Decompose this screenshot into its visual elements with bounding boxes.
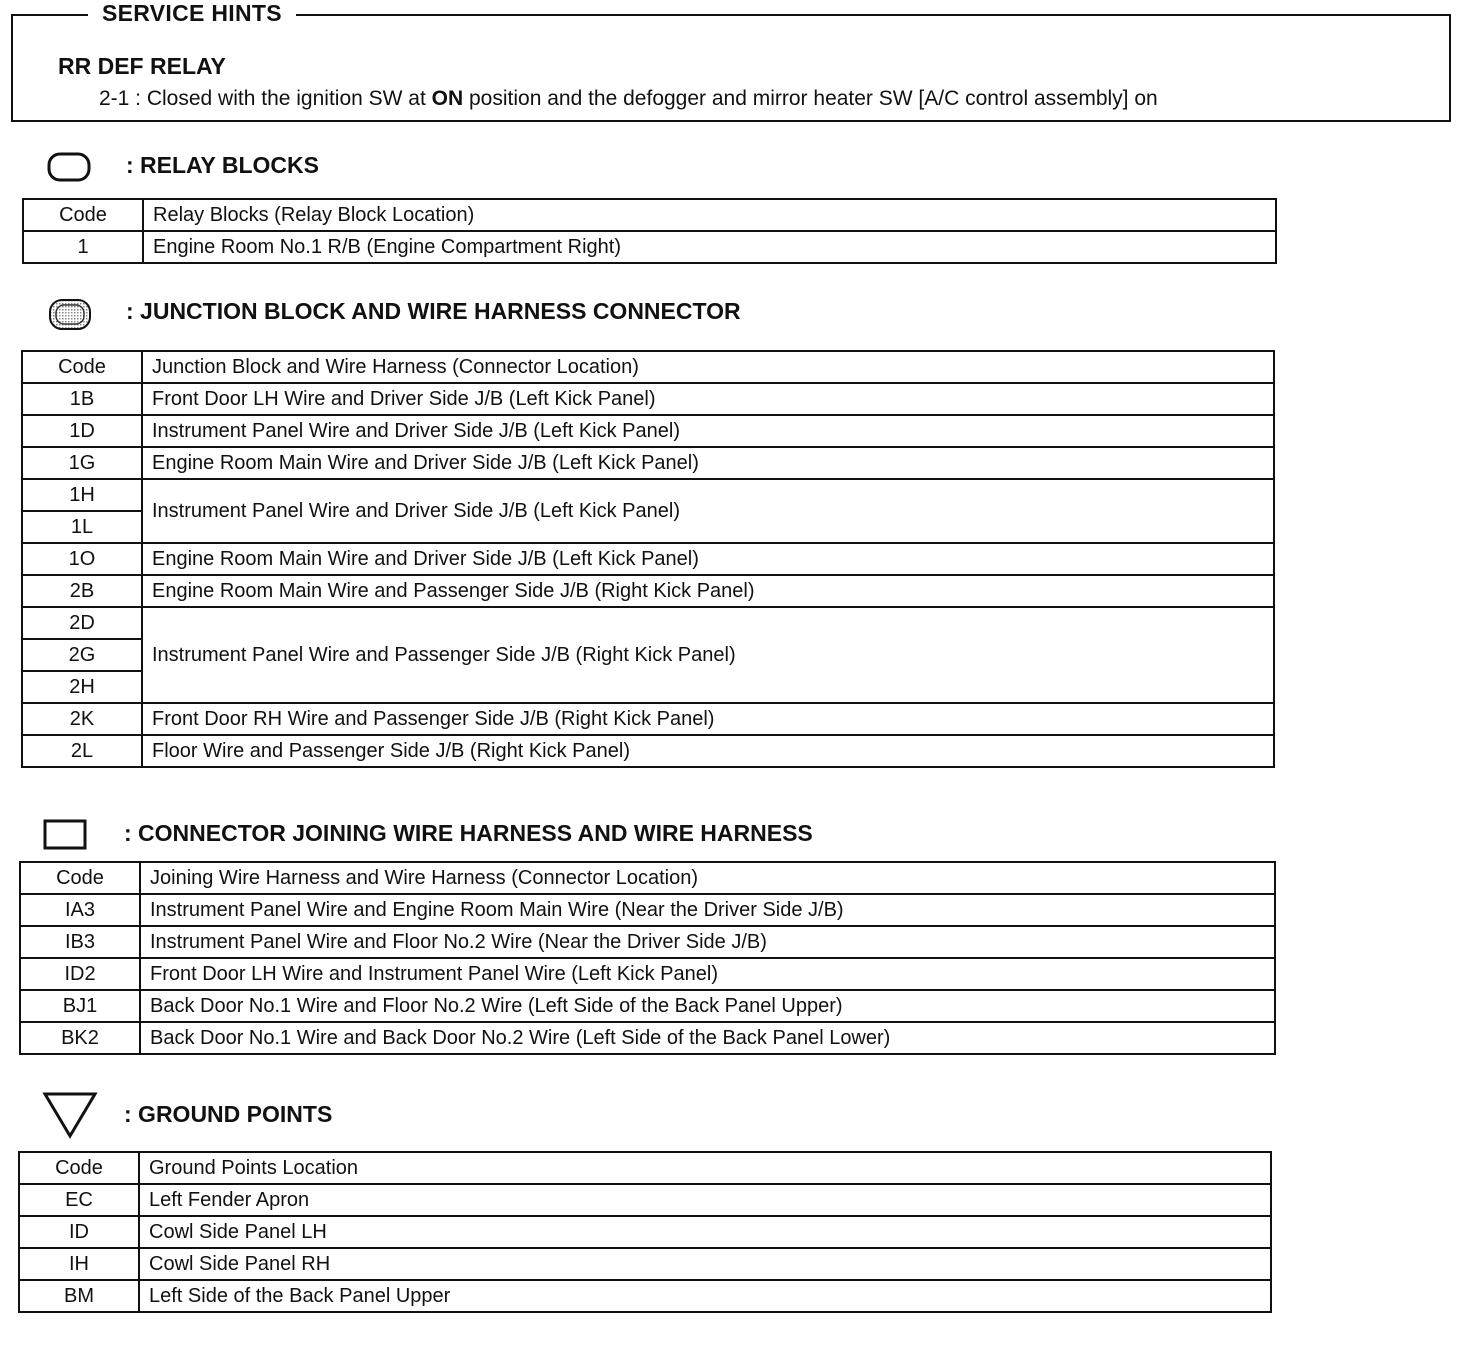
code-cell: 1G <box>22 447 142 479</box>
code-cell: 2K <box>22 703 142 735</box>
service-hints-box <box>11 14 1451 122</box>
code-cell: BK2 <box>20 1022 140 1054</box>
junction-blocks-table <box>21 350 1275 768</box>
code-cell: ID <box>19 1216 139 1248</box>
column-header-code: Code <box>20 862 140 894</box>
location-cell: Front Door LH Wire and Driver Side J/B (Left Kick Panel) <box>142 383 1274 415</box>
service-hints-title: SERVICE HINTS <box>88 0 296 27</box>
relay-blocks-table <box>22 198 1277 264</box>
shaded-rounded-rect-icon <box>47 297 93 333</box>
location-cell: Instrument Panel Wire and Passenger Side J/B (Right Kick Panel) <box>142 607 1274 703</box>
hint-line <box>99 87 1158 111</box>
table-row <box>22 735 1274 767</box>
column-header-location: Junction Block and Wire Harness (Connector Location) <box>142 351 1274 383</box>
location-cell: Back Door No.1 Wire and Back Door No.2 Wire (Left Side of the Back Panel Lower) <box>140 1022 1275 1054</box>
code-cell: IH <box>19 1248 139 1280</box>
table-row <box>22 607 1274 639</box>
ground-points-heading: : GROUND POINTS <box>124 1101 333 1127</box>
location-cell: Cowl Side Panel LH <box>139 1216 1271 1248</box>
table-row <box>20 926 1275 958</box>
table-header-row <box>20 862 1275 894</box>
location-cell: Engine Room Main Wire and Driver Side J/B (Left Kick Panel) <box>142 543 1274 575</box>
code-cell: IB3 <box>20 926 140 958</box>
column-header-code: Code <box>19 1152 139 1184</box>
column-header-location: Relay Blocks (Relay Block Location) <box>143 199 1276 231</box>
code-cell: IA3 <box>20 894 140 926</box>
code-cell: 1O <box>22 543 142 575</box>
table-row <box>19 1248 1271 1280</box>
location-cell: Instrument Panel Wire and Engine Room Main Wire (Near the Driver Side J/B) <box>140 894 1275 926</box>
code-cell: 2D <box>22 607 142 639</box>
column-header-code: Code <box>23 199 143 231</box>
location-cell: Engine Room Main Wire and Passenger Side J/B (Right Kick Panel) <box>142 575 1274 607</box>
location-cell: Cowl Side Panel RH <box>139 1248 1271 1280</box>
code-cell: ID2 <box>20 958 140 990</box>
location-cell: Floor Wire and Passenger Side J/B (Right Kick Panel) <box>142 735 1274 767</box>
location-cell: Instrument Panel Wire and Driver Side J/B (Left Kick Panel) <box>142 415 1274 447</box>
table-row <box>20 958 1275 990</box>
table-row <box>19 1184 1271 1216</box>
ground-points-table <box>18 1151 1272 1313</box>
column-header-code: Code <box>22 351 142 383</box>
connectors-heading: : CONNECTOR JOINING WIRE HARNESS AND WIRE HARNESS <box>124 820 813 846</box>
table-row <box>23 231 1276 263</box>
table-row <box>20 1022 1275 1054</box>
location-cell: Back Door No.1 Wire and Floor No.2 Wire (Left Side of the Back Panel Upper) <box>140 990 1275 1022</box>
table-row <box>22 575 1274 607</box>
rounded-rect-icon <box>47 152 93 184</box>
relay-name: RR DEF RELAY <box>58 53 226 79</box>
code-cell: 1L <box>22 511 142 543</box>
code-cell: 1H <box>22 479 142 511</box>
code-cell: 2L <box>22 735 142 767</box>
table-row <box>22 447 1274 479</box>
table-row <box>22 479 1274 511</box>
table-row <box>22 415 1274 447</box>
column-header-location: Ground Points Location <box>139 1152 1271 1184</box>
code-cell: 2B <box>22 575 142 607</box>
location-cell: Engine Room No.1 R/B (Engine Compartment Right) <box>143 231 1276 263</box>
table-row <box>19 1216 1271 1248</box>
table-row <box>20 990 1275 1022</box>
column-header-location: Joining Wire Harness and Wire Harness (Connector Location) <box>140 862 1275 894</box>
code-cell: 1D <box>22 415 142 447</box>
table-row <box>22 383 1274 415</box>
code-cell: BM <box>19 1280 139 1312</box>
triangle-down-icon <box>41 1090 99 1140</box>
table-row <box>19 1280 1271 1312</box>
junction-blocks-heading: : JUNCTION BLOCK AND WIRE HARNESS CONNECTOR <box>126 298 741 324</box>
code-cell: 2G <box>22 639 142 671</box>
location-cell: Engine Room Main Wire and Driver Side J/B (Left Kick Panel) <box>142 447 1274 479</box>
location-cell: Front Door LH Wire and Instrument Panel Wire (Left Kick Panel) <box>140 958 1275 990</box>
hint-suffix: position and the defogger and mirror heater SW [A/C control assembly] on <box>463 87 1158 110</box>
table-row <box>20 894 1275 926</box>
table-header-row <box>19 1152 1271 1184</box>
location-cell: Left Fender Apron <box>139 1184 1271 1216</box>
location-cell: Instrument Panel Wire and Floor No.2 Wire (Near the Driver Side J/B) <box>140 926 1275 958</box>
relay-blocks-heading: : RELAY BLOCKS <box>126 152 319 178</box>
location-cell: Instrument Panel Wire and Driver Side J/B (Left Kick Panel) <box>142 479 1274 543</box>
code-cell: 1 <box>23 231 143 263</box>
table-row <box>22 703 1274 735</box>
connectors-table <box>19 861 1276 1055</box>
location-cell: Front Door RH Wire and Passenger Side J/B (Right Kick Panel) <box>142 703 1274 735</box>
code-cell: 1B <box>22 383 142 415</box>
hint-bold: ON <box>431 87 464 110</box>
code-cell: BJ1 <box>20 990 140 1022</box>
location-cell: Left Side of the Back Panel Upper <box>139 1280 1271 1312</box>
table-row <box>22 543 1274 575</box>
table-header-row <box>22 351 1274 383</box>
square-icon <box>43 818 89 852</box>
code-cell: 2H <box>22 671 142 703</box>
hint-prefix: 2-1 : Closed with the ignition SW at <box>99 87 432 110</box>
code-cell: EC <box>19 1184 139 1216</box>
table-header-row <box>23 199 1276 231</box>
